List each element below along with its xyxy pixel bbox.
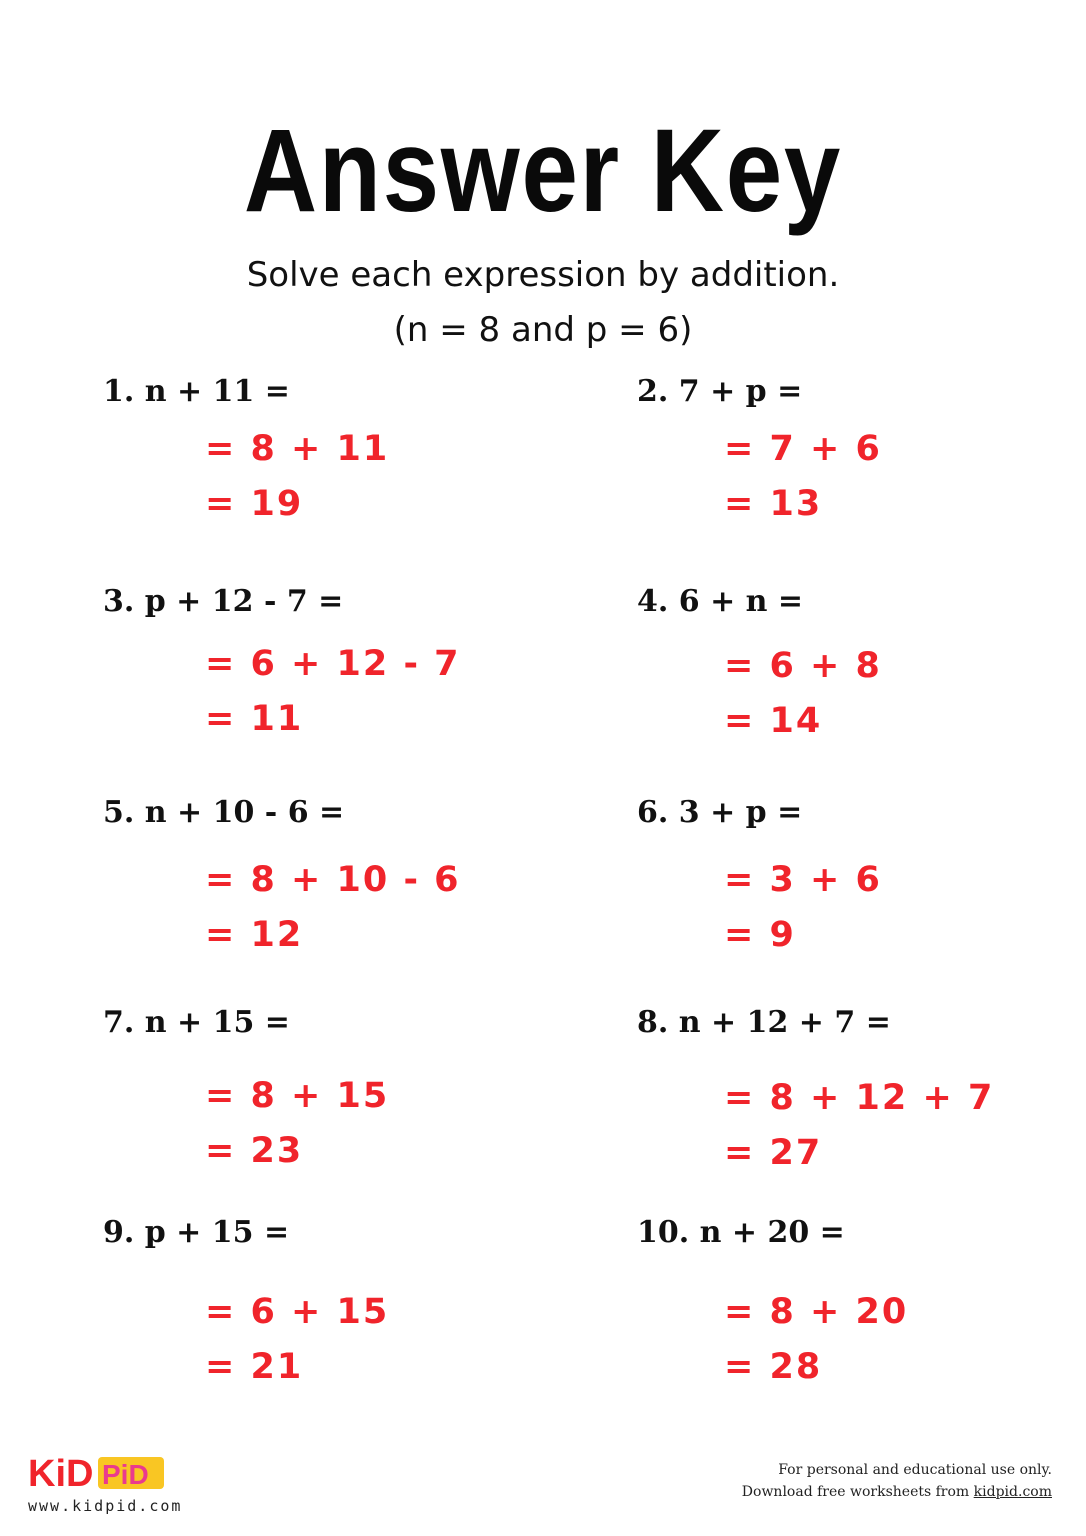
footer-kidpid-link[interactable]: kidpid.com xyxy=(973,1484,1052,1500)
problem-5-answer: = 12 xyxy=(205,915,304,955)
problem-1-step: = 8 + 11 xyxy=(205,429,390,469)
logo-text-kid: KiD xyxy=(28,1453,94,1492)
instruction-text: Solve each expression by addition. xyxy=(246,255,840,295)
footer-usage-note: For personal and educational use only. xyxy=(778,1462,1052,1478)
problem-6-step: = 3 + 6 xyxy=(724,860,882,900)
problem-9-answer: = 21 xyxy=(205,1347,304,1387)
problem-6-question: 6. 3 + p = xyxy=(637,795,803,830)
problem-10-answer: = 28 xyxy=(724,1347,823,1387)
problem-3-answer: = 11 xyxy=(205,699,304,739)
problem-9-question: 9. p + 15 = xyxy=(103,1215,290,1250)
footer-download-note xyxy=(742,1484,1052,1500)
problem-4-question: 4. 6 + n = xyxy=(637,584,804,619)
problem-3-question: 3. p + 12 - 7 = xyxy=(103,584,344,619)
page-title: Answer Key xyxy=(243,105,843,237)
problem-8-step: = 8 + 12 + 7 xyxy=(724,1078,995,1118)
problem-1-answer: = 19 xyxy=(205,484,304,524)
problem-7-question: 7. n + 15 = xyxy=(103,1005,290,1040)
problem-2-step: = 7 + 6 xyxy=(724,429,882,469)
problem-1-question: 1. n + 11 = xyxy=(103,374,290,409)
problem-3-step: = 6 + 12 - 7 xyxy=(205,644,461,684)
given-values: (n = 8 and p = 6) xyxy=(393,310,693,350)
problem-8-question: 8. n + 12 + 7 = xyxy=(637,1005,891,1040)
problem-2-answer: = 13 xyxy=(724,484,823,524)
problem-10-question: 10. n + 20 = xyxy=(637,1215,845,1250)
problem-9-step: = 6 + 15 xyxy=(205,1292,390,1332)
footer-download-prefix: Download free worksheets from xyxy=(741,1484,974,1500)
problem-7-answer: = 23 xyxy=(205,1131,304,1171)
problem-6-answer: = 9 xyxy=(724,915,796,955)
brand-url[interactable]: www.kidpid.com xyxy=(28,1497,183,1515)
problem-4-answer: = 14 xyxy=(724,701,823,741)
logo-text-pid: PiD xyxy=(102,1459,149,1490)
problem-7-step: = 8 + 15 xyxy=(205,1076,390,1116)
problem-2-question: 2. 7 + p = xyxy=(637,374,803,409)
problem-5-step: = 8 + 10 - 6 xyxy=(205,860,461,900)
kidpid-logo[interactable] xyxy=(28,1452,168,1492)
problem-5-question: 5. n + 10 - 6 = xyxy=(103,795,345,830)
problem-4-step: = 6 + 8 xyxy=(724,646,882,686)
problem-8-answer: = 27 xyxy=(724,1133,823,1173)
problem-10-step: = 8 + 20 xyxy=(724,1292,909,1332)
